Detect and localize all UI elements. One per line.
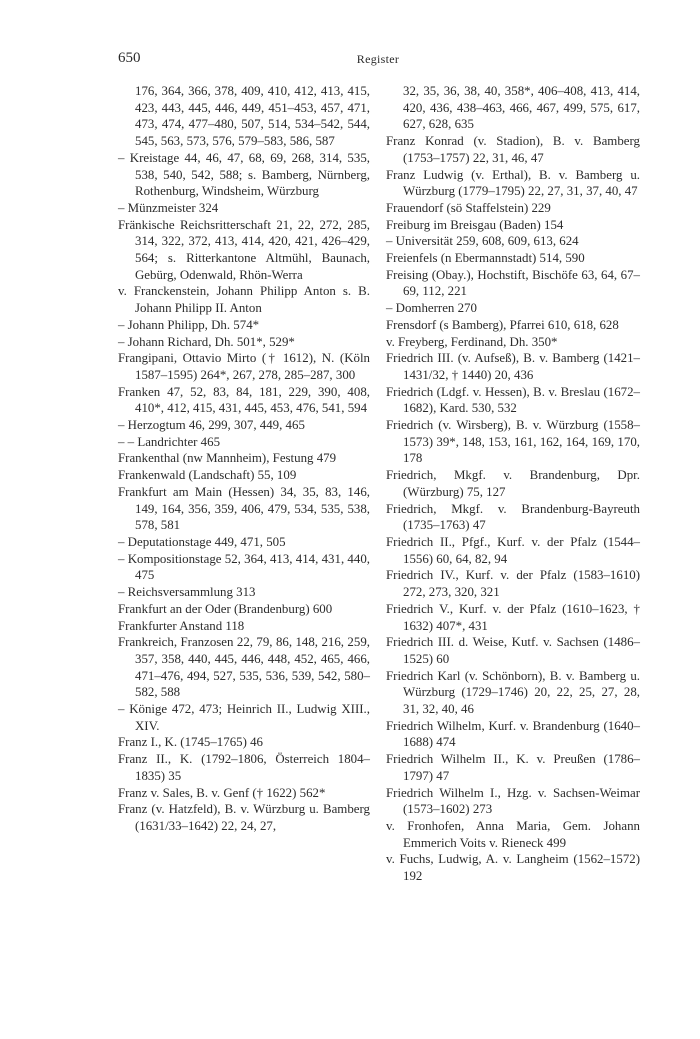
index-entry: Friedrich Karl (v. Schönborn), B. v. Bamberg u. Würzburg (1729–1746) 20, 22, 25, 27, 28, 31, 32, 40, 46 [386,668,640,717]
index-entry: Frauendorf (sö Staffelstein) 229 [386,200,551,215]
index-entry: Franz (v. Hatzfeld), B. v. Würzburg u. Bamberg (1631/33–1642) 22, 24, 27, [118,802,370,833]
index-entry: – – Landrichter 465 [118,434,221,449]
index-entry: Friedrich IV., Kurf. v. der Pfalz (1583–1610) 272, 273, 320, 321 [386,568,640,600]
index-column-left [118,83,370,835]
index-entry: Freising (Obay.), Hochstift, Bischöfe 63, 64, 67–69, 112, 221 [386,267,640,299]
index-column-right [386,83,640,885]
index-entry: Friedrich (Ldgf. v. Hessen), B. v. Breslau (1672–1682), Kard. 530, 532 [386,384,640,416]
index-entry: v. Fuchs, Ludwig, A. v. Langheim (1562–1572) 192 [386,852,640,884]
index-entry: Friedrich Wilhelm II., K. v. Preußen (1786–1797) 47 [386,752,640,783]
index-entry: – Herzogtum 46, 299, 307, 449, 465 [118,418,305,433]
index-entry: 176, 364, 366, 378, 409, 410, 412, 413, 415, 423, 443, 445, 446, 449, 451–453, 457, 471, 473, 474, 477–480, 507, 514, 534–542, 544, 545, 563, 573, 576, 579–583, 586, 587 [135,84,370,149]
index-entry: Friedrich Wilhelm I., Hzg. v. Sachsen-Weimar (1573–1602) 273 [386,785,640,817]
index-entry: Friedrich II., Pfgf., Kurf. v. der Pfalz (1544–1556) 60, 64, 82, 94 [386,534,640,566]
index-entry: Frensdorf (s Bamberg), Pfarrei 610, 618, 628 [386,317,619,332]
index-entry: – Reichsversammlung 313 [118,585,256,600]
index-entry: Franz Konrad (v. Stadion), B. v. Bamberg (1753–1757) 22, 31, 46, 47 [386,134,640,165]
index-entry: Franz II., K. (1792–1806, Österreich 1804–1835) 35 [118,752,370,783]
index-entry: Frangipani, Ottavio Mirto († 1612), N. (Köln 1587–1595) 264*, 267, 278, 285–287, 300 [118,351,370,382]
running-title: Register [356,52,400,66]
index-entry: – Deputationstage 449, 471, 505 [118,534,286,549]
index-entry: Frankfurt am Main (Hessen) 34, 35, 83, 146, 149, 164, 356, 359, 406, 479, 534, 535, 538, 578, 581 [118,484,370,533]
page-header [118,50,638,70]
index-entry: Friedrich V., Kurf. v. der Pfalz (1610–1623, † 1632) 407*, 431 [386,601,640,633]
index-entry: Friedrich, Mkgf. v. Brandenburg-Bayreuth (1735–1763) 47 [386,501,640,533]
index-entry: v. Freyberg, Ferdinand, Dh. 350* [386,334,558,349]
index-entry: 32, 35, 36, 38, 40, 358*, 406–408, 413, 414, 420, 436, 438–463, 466, 467, 499, 575, 617, 627, 628, 635 [403,84,640,132]
index-entry: Franz v. Sales, B. v. Genf († 1622) 562* [118,785,326,800]
index-entry: Friedrich Wilhelm, Kurf. v. Brandenburg (1640–1688) 474 [386,718,640,750]
index-entry: – Kompositionstage 52, 364, 413, 414, 431, 440, 475 [118,551,370,583]
index-entry: – Könige 472, 473; Heinrich II., Ludwig XIII., XIV. [118,702,370,733]
index-entry: – Johann Richard, Dh. 501*, 529* [118,334,295,349]
index-entry: Franz I., K. (1745–1765) 46 [118,735,263,750]
index-entry: Freiburg im Breisgau (Baden) 154 [386,217,564,232]
index-entry: – Kreistage 44, 46, 47, 68, 69, 268, 314, 535, 538, 540, 542, 588; s. Bamberg, Nürnberg, Rothenburg, Windsheim, Würzburg [118,150,370,199]
index-entry: Frankfurter Anstand 118 [118,618,245,633]
index-entry: v. Franckenstein, Johann Philipp Anton s. B. Johann Philipp II. Anton [118,284,370,316]
index-entry: Franken 47, 52, 83, 84, 181, 229, 390, 408, 410*, 412, 415, 431, 445, 453, 476, 541, 594 [118,384,370,416]
index-entry: Friedrich (v. Wirsberg), B. v. Würzburg (1558–1573) 39*, 148, 153, 161, 162, 164, 169, 170, 178 [386,418,640,466]
index-entry: v. Fronhofen, Anna Maria, Gem. Johann Emmerich Voits v. Rieneck 499 [386,818,640,850]
index-entry: Freienfels (n Ebermannstadt) 514, 590 [386,251,585,266]
index-entry: Friedrich III. d. Weise, Kutf. v. Sachsen (1486–1525) 60 [386,635,640,666]
index-entry: Frankenwald (Landschaft) 55, 109 [118,468,297,483]
index-entry: Friedrich III. (v. Aufseß), B. v. Bamberg (1421–1431/32, † 1440) 20, 436 [386,351,640,382]
index-entry: Frankenthal (nw Mannheim), Festung 479 [118,451,337,466]
index-entry: – Münzmeister 324 [118,200,219,215]
index-entry: Frankreich, Franzosen 22, 79, 86, 148, 216, 259, 357, 358, 440, 445, 446, 448, 452, 465, 466, 471–476, 494, 527, 535, 536, 539, 542, 580–582, 588 [118,635,370,700]
index-entry: – Universität 259, 608, 609, 613, 624 [386,234,579,249]
index-entry: Frankfurt an der Oder (Brandenburg) 600 [118,601,333,616]
index-entry: – Johann Philipp, Dh. 574* [118,317,260,332]
page-number: 650 [118,50,141,66]
index-entry: Fränkische Reichsritterschaft 21, 22, 272, 285, 314, 322, 372, 413, 414, 420, 421, 426–429, 564; s. Ritterkantone Altmühl, Baunach, Gebürg, Odenwald, Rhön-Werra [118,217,370,282]
index-entry: – Domherren 270 [386,301,477,316]
index-entry: Franz Ludwig (v. Erthal), B. v. Bamberg u. Würzburg (1779–1795) 22, 27, 31, 37, 40, 47 [386,167,640,199]
index-entry: Friedrich, Mkgf. v. Brandenburg, Dpr. (Würzburg) 75, 127 [386,468,640,499]
